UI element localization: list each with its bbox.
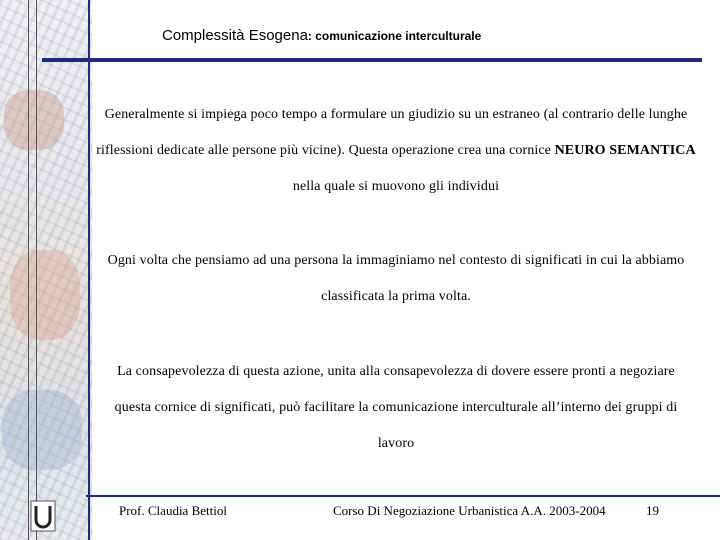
title-rule <box>42 58 702 62</box>
title-main: Complessità Esogena <box>162 27 308 44</box>
footer-author: Prof. Claudia Bettiol <box>119 503 227 518</box>
title-sub: : comunicazione interculturale <box>307 29 482 43</box>
paragraph-1-bold: NEURO SEMANTICA <box>554 143 696 158</box>
vertical-rule-thin <box>36 0 37 540</box>
footer-course: Corso Di Negoziazione Urbanistica A.A. 2003-2004 <box>333 503 606 518</box>
map-blob <box>4 90 64 150</box>
vertical-rule-left <box>88 0 90 540</box>
vertical-rule-thin <box>28 0 29 540</box>
paragraph-1-text: Generalmente si impiega poco tempo a formulare un giudizio su un estraneo (al contrario delle lunghe riflessioni dedicate alle persone più vicine). Questa operazione crea una cornice <box>96 107 688 158</box>
paragraph-1 <box>96 97 696 205</box>
paragraph-3-text: La consapevolezza di questa azione, unita alla consapevolezza di dovere essere pronti a negoziare questa cornice di significati, può facilitare la comunicazione interculturale all’interno dei gruppi di lavoro <box>114 364 678 451</box>
page-title <box>162 27 582 44</box>
paragraph-3 <box>96 354 696 462</box>
paragraph-2 <box>96 243 696 315</box>
university-logo-icon <box>30 500 56 532</box>
map-blob <box>10 250 80 340</box>
decorative-map-band <box>0 0 92 540</box>
paragraph-2-text: Ogni volta che pensiamo ad una persona la immaginiamo nel contesto di significati in cui la abbiamo classificata la prima volta. <box>107 253 685 304</box>
footer-rule <box>86 495 720 497</box>
map-blob <box>2 390 82 470</box>
page-number: 19 <box>646 503 659 518</box>
paragraph-1-tail: nella quale si muovono gli individui <box>292 179 500 194</box>
